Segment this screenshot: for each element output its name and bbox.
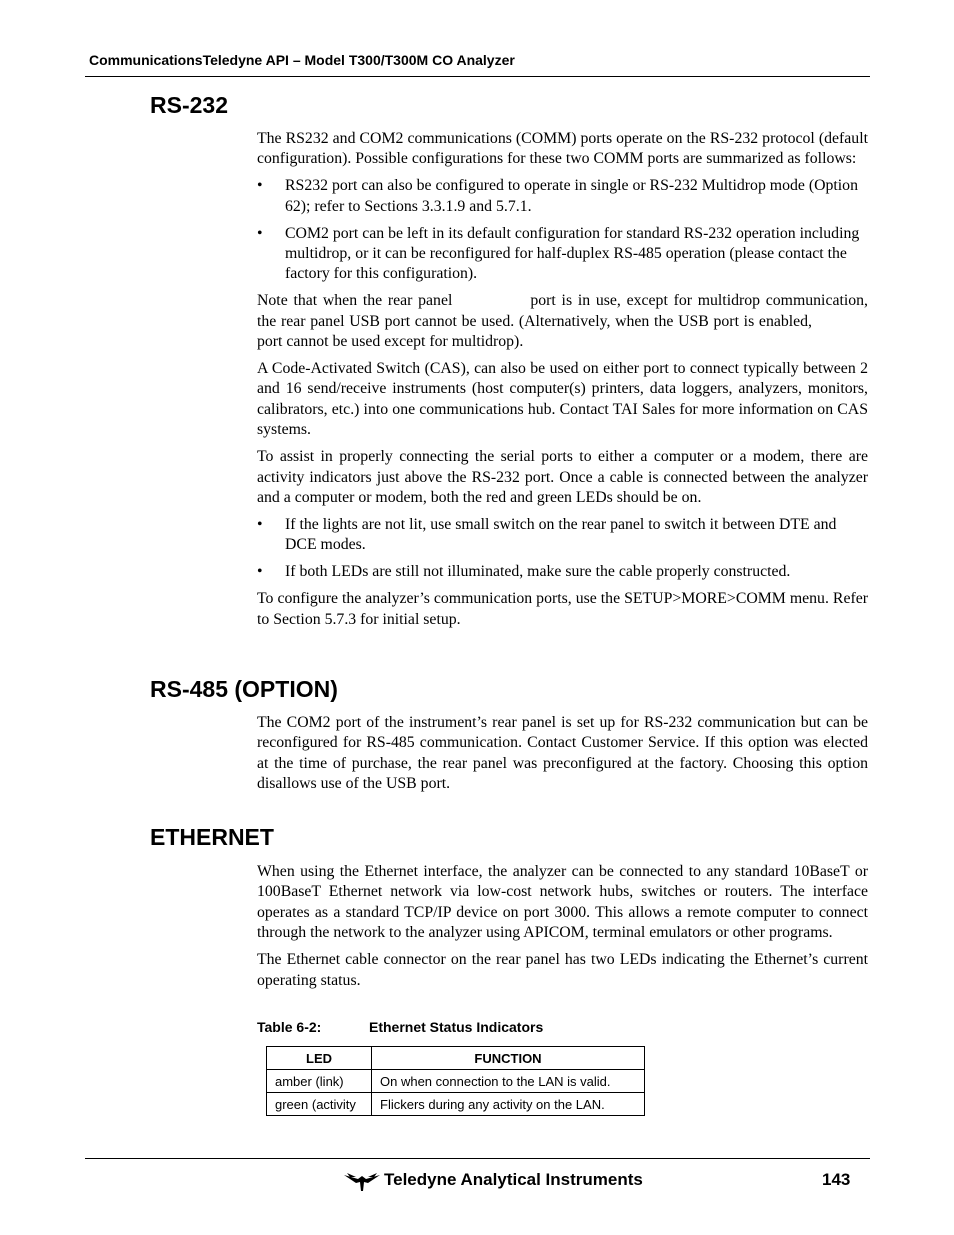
rs485-paragraph-1: The COM2 port of the instrument’s rear panel is set up for RS-232 communication but can be reconfigured for RS-485 communication. Contact Customer Service. If this option was elected at the time of purchase, the rear panel was preconfigured at the factory. Choosing this option disallows use of the USB port.	[257, 714, 868, 793]
rs232-bullet-list-1	[257, 176, 868, 285]
page-number: 143	[822, 1170, 851, 1189]
table-caption-title: Ethernet Status Indicators	[369, 1019, 544, 1035]
table-row	[267, 1070, 645, 1093]
table-cell: On when connection to the LAN is valid.	[372, 1070, 645, 1093]
column-header-led: LED	[267, 1047, 372, 1070]
running-header: CommunicationsTeledyne API – Model T300/T300M CO Analyzer	[89, 52, 515, 68]
ethernet-paragraph-1: When using the Ethernet interface, the analyzer can be connected to any standard 10BaseT or 100BaseT Ethernet network via low-cost network hubs, switches or routers. The interface operates as a standard TCP/IP device on port 3000. This allows a remote computer to connect through the network to the analyzer using APICOM, terminal emulators or other programs.	[257, 863, 868, 942]
rs232-paragraph-1: The RS232 and COM2 communications (COMM) ports operate on the RS-232 protocol (default configuration). Possible configurations for these two COMM ports are summarized as follows:	[257, 130, 868, 168]
ethernet-body	[257, 862, 868, 997]
rs232-bullet-list-2	[257, 515, 868, 583]
header-rule	[85, 76, 870, 77]
footer-company: Teledyne Analytical Instruments	[384, 1170, 643, 1189]
note-text-b: port is in use, except for multidrop communication, the rear panel USB port cannot be used. (Alternatively, when the USB port is enabled,	[257, 292, 868, 330]
heading-rs232: RS-232	[150, 92, 228, 118]
table-caption-number: Table 6-2:	[257, 1019, 322, 1035]
rs232-paragraph-3: A Code-Activated Switch (CAS), can also be used on either port to connect typically between 2 and 16 send/receive instruments (host computer(s) printers, data loggers, analyzers, monitors, calibrators, etc.) into one communications hub. Contact TAI Sales for more information on CAS systems.	[257, 360, 868, 439]
heading-ethernet: ETHERNET	[150, 824, 274, 850]
list-item: • COM2 port can be left in its default configuration for standard RS-232 operation including multidrop, or it can be reconfigured for half-duplex RS-485 operation (please contact the factory for this configuration).	[257, 224, 868, 285]
list-item: • If the lights are not lit, use small switch on the rear panel to switch it between DTE and DCE modes.	[257, 515, 868, 556]
list-item: • If both LEDs are still not illuminated, make sure the cable properly constructed.	[257, 562, 868, 582]
table-cell: Flickers during any activity on the LAN.	[372, 1093, 645, 1116]
table-row	[267, 1093, 645, 1116]
table-header-row	[267, 1047, 645, 1070]
note-text-c: port cannot be used except for multidrop).	[257, 333, 524, 351]
list-item: • RS232 port can also be configured to operate in single or RS-232 Multidrop mode (Option 62); refer to Sections 3.3.1.9 and 5.7.1.	[257, 176, 868, 217]
rs232-body	[257, 129, 868, 636]
column-header-function: FUNCTION	[372, 1047, 645, 1070]
teledyne-logo-icon	[344, 1172, 380, 1192]
table-cell: amber (link)	[267, 1070, 372, 1093]
table-cell: green (activity	[267, 1093, 372, 1116]
ethernet-paragraph-2: The Ethernet cable connector on the rear panel has two LEDs indicating the Ethernet’s current operating status.	[257, 951, 868, 989]
heading-rs485: RS-485 (OPTION)	[150, 676, 338, 702]
footer-rule	[85, 1158, 870, 1159]
rs232-paragraph-4: To assist in properly connecting the serial ports to either a computer or a modem, there are activity indicators just above the RS-232 port. Once a cable is connected between the analyzer and a computer or modem, both the red and green LEDs should be on.	[257, 448, 868, 506]
note-text-a: Note that when the rear panel	[257, 292, 453, 310]
ethernet-status-table	[266, 1046, 645, 1116]
rs232-paragraph-2	[257, 291, 868, 352]
table-caption	[257, 1019, 543, 1035]
rs232-paragraph-5: To configure the analyzer’s communication ports, use the SETUP>MORE>COMM menu. Refer to Section 5.7.3 for initial setup.	[257, 590, 868, 628]
rs485-body	[257, 713, 868, 801]
